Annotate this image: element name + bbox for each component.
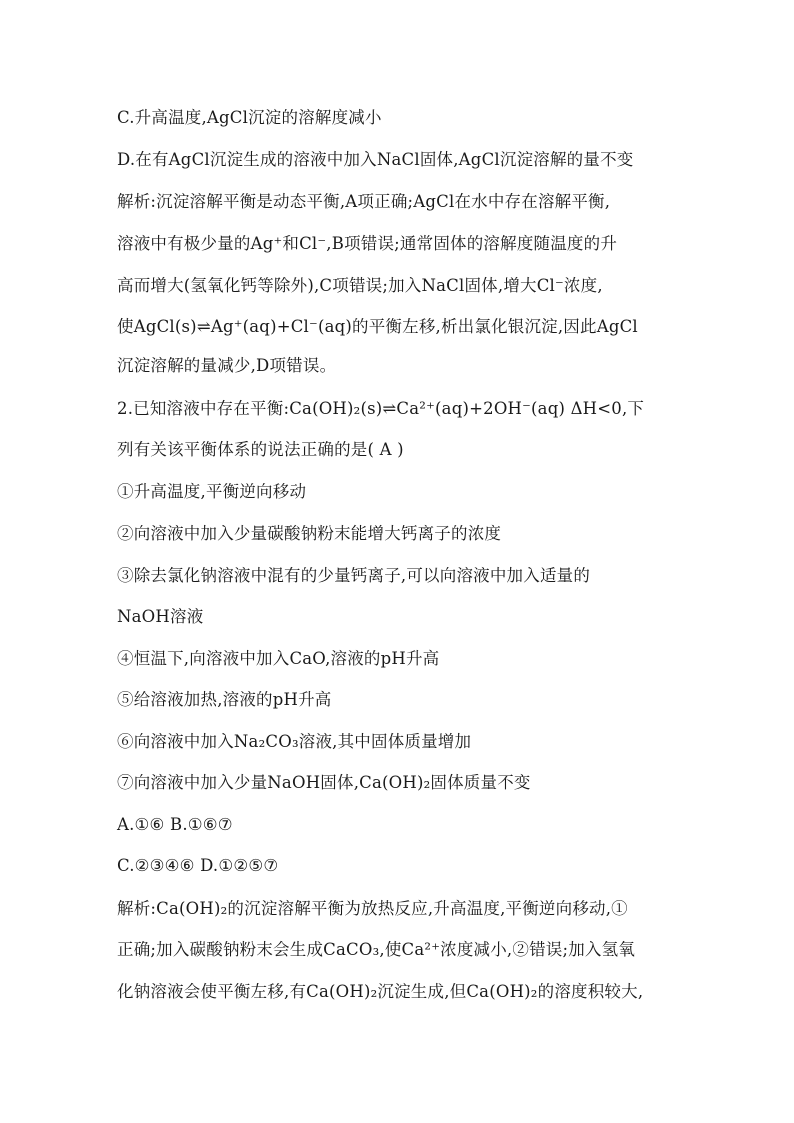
options-ab: A.①⑥ B.①⑥⑦ — [117, 815, 233, 834]
analysis-line-4: 使AgCl(s)⇌Ag⁺(aq)+Cl⁻(aq)的平衡左移,析出氯化银沉淀,因此AgCl — [117, 317, 638, 336]
analysis-line-1: 解析:沉淀溶解平衡是动态平衡,A项正确;AgCl在水中存在溶解平衡, — [117, 192, 611, 211]
analysis-2-line-1: 解析:Ca(OH)₂的沉淀溶解平衡为放热反应,升高温度,平衡逆向移动,① — [117, 899, 628, 918]
statement-1: ①升高温度,平衡逆向移动 — [117, 482, 307, 501]
statement-3-cont: NaOH溶液 — [117, 607, 204, 626]
question-2-line-2: 列有关该平衡体系的说法正确的是( A ) — [117, 440, 404, 459]
statement-2: ②向溶液中加入少量碳酸钠粉末能增大钙离子的浓度 — [117, 524, 502, 543]
statement-7: ⑦向溶液中加入少量NaOH固体,Ca(OH)₂固体质量不变 — [117, 773, 531, 792]
option-c-text: C.升高温度,AgCl沉淀的溶解度减小 — [117, 108, 382, 127]
question-2-line-1: 2.已知溶液中存在平衡:Ca(OH)₂(s)⇌Ca²⁺(aq)+2OH⁻(aq) ΔH<0,下 — [117, 399, 645, 418]
options-cd: C.②③④⑥ D.①②⑤⑦ — [117, 856, 279, 875]
statement-3: ③除去氯化钠溶液中混有的少量钙离子,可以向溶液中加入适量的 — [117, 566, 591, 585]
statement-5: ⑤给溶液加热,溶液的pH升高 — [117, 690, 332, 709]
statement-4: ④恒温下,向溶液中加入CaO,溶液的pH升高 — [117, 649, 440, 668]
statement-6: ⑥向溶液中加入Na₂CO₃溶液,其中固体质量增加 — [117, 732, 472, 751]
option-d-text: D.在有AgCl沉淀生成的溶液中加入NaCl固体,AgCl沉淀溶解的量不变 — [117, 150, 634, 169]
analysis-2-line-3: 化钠溶液会使平衡左移,有Ca(OH)₂沉淀生成,但Ca(OH)₂的溶度积较大, — [117, 982, 644, 1001]
analysis-line-3: 高而增大(氢氧化钙等除外),C项错误;加入NaCl固体,增大Cl⁻浓度, — [117, 276, 603, 295]
analysis-2-line-2: 正确;加入碳酸钠粉末会生成CaCO₃,使Ca²⁺浓度减小,②错误;加入氢氧 — [117, 940, 636, 959]
analysis-line-5: 沉淀溶解的量减少,D项错误。 — [117, 356, 337, 375]
analysis-line-2: 溶液中有极少量的Ag⁺和Cl⁻,B项错误;通常固体的溶解度随温度的升 — [117, 234, 618, 253]
